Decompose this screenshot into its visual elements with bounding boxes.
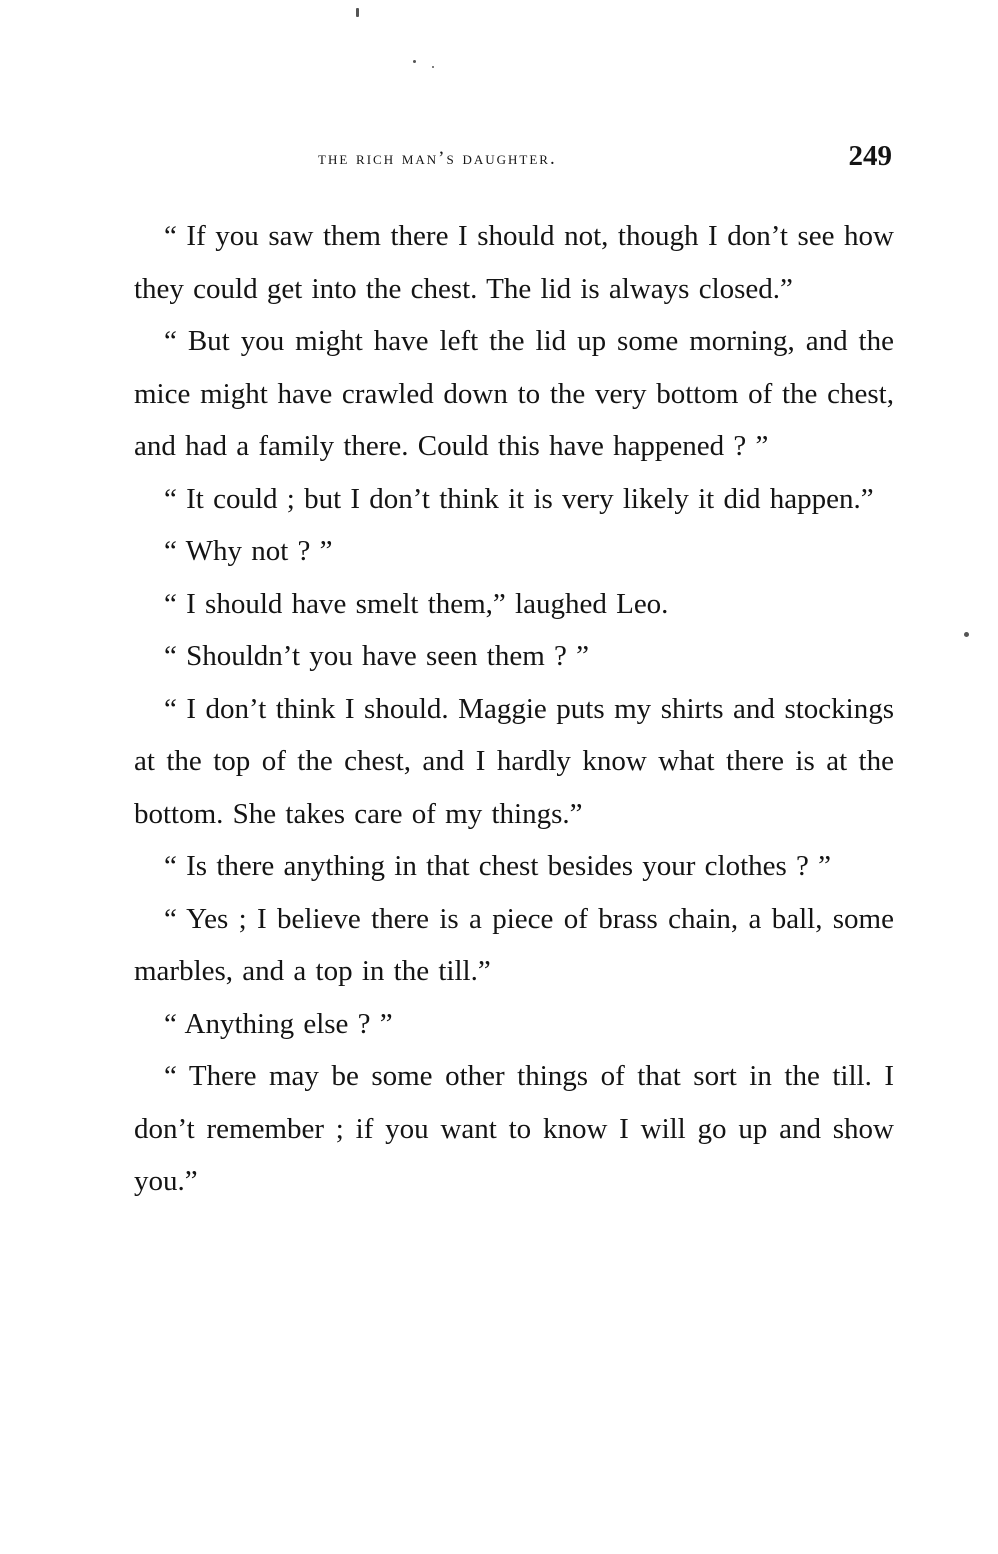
print-speck — [964, 632, 969, 637]
running-head — [134, 140, 894, 180]
paragraph: “ Anything else ? ” — [164, 1007, 393, 1040]
paragraph: “ Is there anything in that chest besides your clothes ? ” — [164, 850, 832, 882]
print-speck — [413, 60, 416, 63]
paragraph: “ There may be some other things of that sort in the till. I don’t remember ; if you want to know I will go up and show you.” — [134, 1060, 894, 1197]
paragraph: “ I should have smelt them,” laughed Leo. — [164, 587, 669, 620]
page-number: 249 — [848, 140, 892, 172]
print-speck — [432, 66, 434, 68]
body-text — [134, 210, 894, 1208]
paragraph: “ If you saw them there I should not, though I don’t see how they could get into the chest. The lid is always closed.” — [134, 220, 894, 305]
paragraph: “ It could ; but I don’t think it is very likely it did happen.” — [164, 482, 874, 515]
running-title: the rich man’s daughter. — [318, 148, 557, 169]
paragraph: “ Yes ; I believe there is a piece of brass chain, a ball, some marbles, and a top in the till.” — [134, 902, 894, 987]
paragraph: “ But you might have left the lid up some morning, and the mice might have crawled down to the very bottom of the chest, and had a family there. Could this have happened ? ” — [134, 325, 894, 462]
paragraph: “ Shouldn’t you have seen them ? ” — [164, 640, 589, 672]
paragraph: “ Why not ? ” — [164, 535, 333, 567]
print-speck — [356, 8, 359, 17]
paragraph: “ I don’t think I should. Maggie puts my shirts and stockings at the top of the chest, and I hardly know what there is at the bottom. She takes care of my things.” — [134, 692, 894, 830]
